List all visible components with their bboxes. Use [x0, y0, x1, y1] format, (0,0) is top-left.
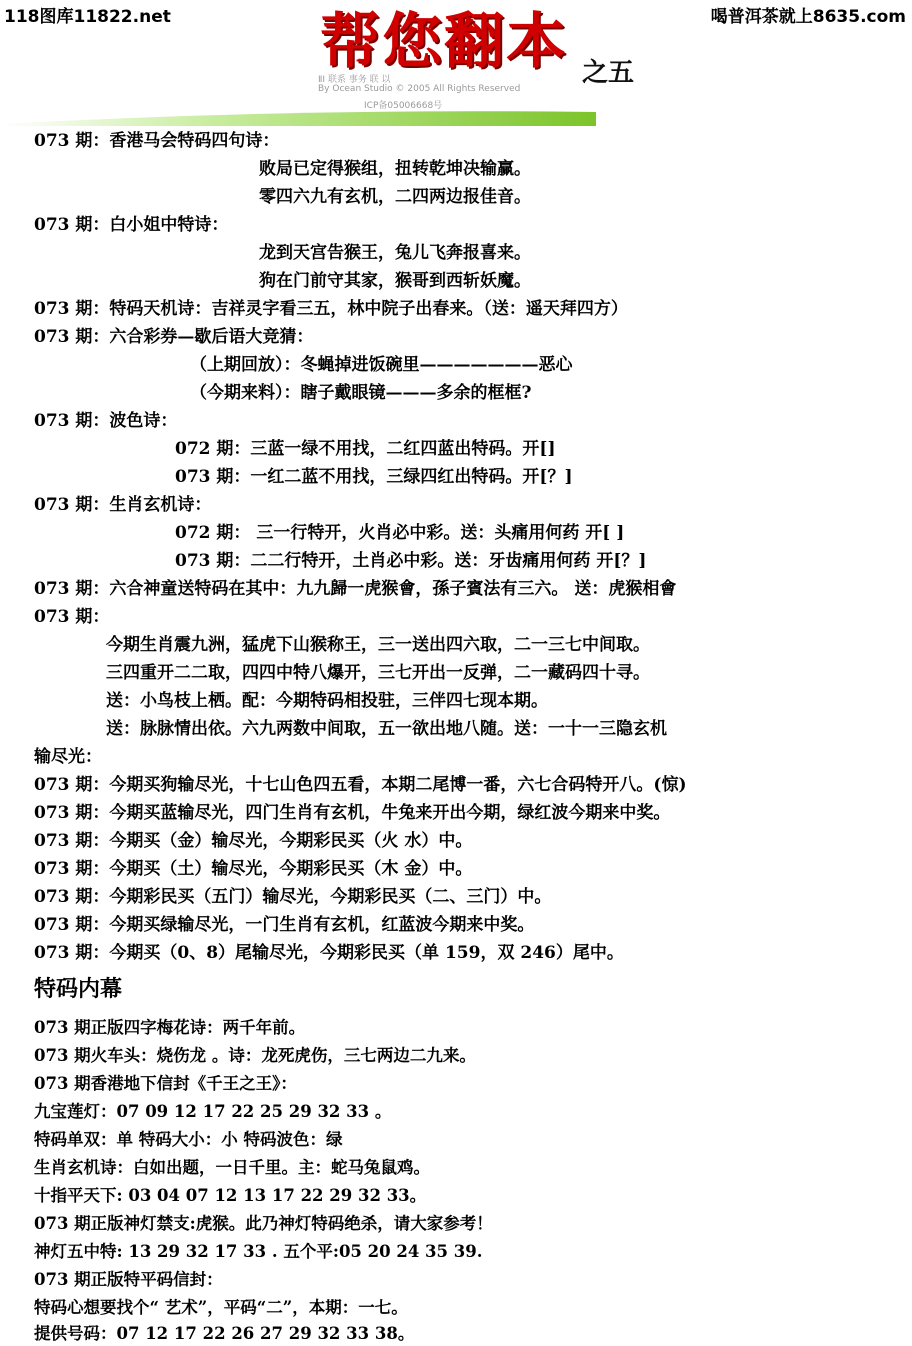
- banner: [314, 0, 634, 120]
- text-line: 073 期：今期买（土）输尽光，今期彩民买（木 金）中。: [34, 859, 473, 879]
- text-line: 073 期：今期买狗输尽光，十七山色四五看，本期二尾博一番，六七合码特开八。(惊): [34, 775, 687, 795]
- green-swoosh-bar: [0, 106, 596, 126]
- text-line: 龙到天宫告猴王，兔儿飞奔报喜来。: [259, 243, 531, 263]
- text-line: （今期来料）：瞎子戴眼镜———多余的框框?: [190, 383, 532, 403]
- text-line: 提供号码：07 12 17 22 26 27 29 32 33 38。: [34, 1324, 415, 1343]
- text-line: 特码单双：单 特码大小：小 特码波色：绿: [34, 1130, 343, 1149]
- text-line: 073 期：今期买蓝输尽光，四门生肖有玄机，牛兔来开出今期，绿红波今期来中奖。: [34, 803, 671, 823]
- text-line: 073 期：今期买绿输尽光，一门生肖有玄机，红蓝波今期来中奖。: [34, 915, 535, 935]
- text-line: 073 期：生肖玄机诗：: [34, 495, 212, 515]
- text-line: 073 期：波色诗：: [34, 411, 178, 431]
- banner-faint-text: ICP备05006668号: [364, 101, 443, 111]
- text-line: （上期回放）：冬蝇掉进饭碗里———————恶心: [190, 355, 573, 375]
- text-line: 十指平天下: 03 04 07 12 13 17 22 29 32 33。: [34, 1186, 427, 1205]
- text-line: 生肖玄机诗：白如出题，一日千里。主：蛇马兔鼠鸡。: [34, 1158, 430, 1177]
- text-line: 072 期：三蓝一绿不用找，二红四蓝出特码。开[]: [175, 439, 556, 459]
- text-line: 073 期：一红二蓝不用找，三绿四红出特码。开[？]: [175, 467, 573, 487]
- text-line: 072 期： 三一行特开，火肖必中彩。送：头痛用何药 开[ ]: [175, 523, 625, 543]
- text-line: 073 期：今期买（0、8）尾输尽光，今期彩民买（单 159，双 246）尾中。: [34, 943, 624, 963]
- banner-faint-text: ⅡⅠ 联系 事务 联 以: [318, 75, 391, 85]
- text-line: 九宝莲灯：07 09 12 17 22 25 29 32 33 。: [34, 1102, 392, 1121]
- text-line: 073 期：六合彩券—歇后语大竞猜：: [34, 327, 314, 347]
- text-line: 073 期：特码天机诗：吉祥灵字看三五，林中院子出春来。（送：遥天拜四方）: [34, 299, 628, 319]
- text-line: 073 期：香港马会特码四句诗：: [34, 131, 280, 151]
- text-line: 零四六九有玄机，二四两边报佳音。: [259, 187, 531, 207]
- text-line: 073 期火车头：烧伤龙 。诗：龙死虎伤，三七两边二九来。: [34, 1046, 476, 1065]
- banner-suffix: 之五: [582, 58, 635, 88]
- text-line: 073 期：二二行特开，土肖必中彩。送：牙齿痛用何药 开[？]: [175, 551, 647, 571]
- text-line: 特码心想要找个“ 艺术”，平码“二”，本期：一七。: [34, 1298, 408, 1317]
- text-line: 送：小鸟枝上栖。配：今期特码相投驻，三伴四七现本期。: [106, 691, 548, 711]
- section-title: 特码内幕: [34, 977, 123, 1002]
- text-line: 073 期：六合神童送特码在其中：九九歸一虎猴會，孫子賓法有三六。 送：虎猴相會: [34, 579, 677, 599]
- site-label-left: 118图库11822.net: [4, 7, 171, 27]
- text-line: 送：脉脉情出依。六九两数中间取，五一欲出地八随。送：一十一三隐玄机: [106, 719, 667, 739]
- text-line: 073 期：: [34, 607, 110, 627]
- text-line: 073 期：白小姐中特诗：: [34, 215, 229, 235]
- text-line: 073 期：今期买（金）输尽光，今期彩民买（火 水）中。: [34, 831, 473, 851]
- banner-faint-text: By Ocean Studio © 2005 All Rights Reserved: [318, 84, 521, 94]
- text-line: 输尽光：: [34, 747, 102, 767]
- text-line: 败局已定得猴组，扭转乾坤决输赢。: [259, 159, 531, 179]
- text-line: 三四重开二二取，四四中特八爆开，三七开出一反弹，二一藏码四十寻。: [106, 663, 650, 683]
- text-line: 073 期香港地下信封《千王之王》：: [34, 1074, 297, 1093]
- text-line: 神灯五中特: 13 29 32 17 33 . 五个平:05 20 24 35 39.: [34, 1242, 483, 1261]
- banner-title: 帮您翻本: [320, 7, 568, 77]
- text-line: 073 期：今期彩民买（五门）输尽光，今期彩民买（二、三门）中。: [34, 887, 552, 907]
- text-line: 073 期正版神灯禁支:虎猴。此乃神灯特码绝杀，请大家参考！: [34, 1214, 493, 1233]
- text-line: 狗在门前守其家，猴哥到西斩妖魔。: [259, 271, 531, 291]
- site-label-right: 喝普洱茶就上8635.com: [710, 7, 906, 27]
- text-line: 今期生肖震九洲，猛虎下山猴称王，三一送出四六取，二一三七中间取。: [106, 635, 650, 655]
- text-line: 073 期正版四字梅花诗：两千年前。: [34, 1018, 306, 1037]
- text-line: 073 期正版特平码信封：: [34, 1270, 223, 1289]
